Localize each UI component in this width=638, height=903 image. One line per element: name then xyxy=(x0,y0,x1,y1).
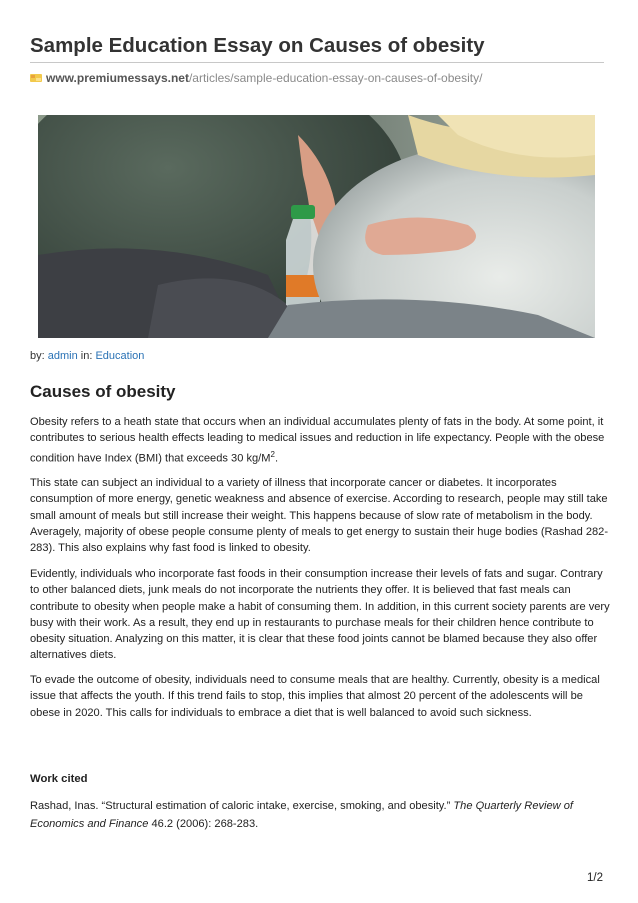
paragraph-2: This state can subject an individual to a variety of illness that incorporate cancer or diabetes. It incorporates consumption of more energy, genetic weakness and absence of exercise. According to research, people may still take small amount of meals but still increase their weight. This happens because of slow rate of metabolism in the body. Averagely, majority of obese people consume plenty of meals to get energy to sustain their huge bodies (Rashad 282-283). This also explains why fast food is linked to obesity. xyxy=(30,477,609,555)
works-cited-heading: Work cited xyxy=(30,773,88,785)
source-url[interactable] xyxy=(30,71,482,85)
paragraph-4: To evade the outcome of obesity, individuals need to consume meals that are healthy. Currently, obesity is a medical issue that affects the youth. If this trend fails to stop, this implies that almost 20 percent of the adolescents will be obese in 2020. This calls for individuals to embrace a diet that is well balanced to avoid such sickness. xyxy=(30,674,600,719)
category-link[interactable]: Education xyxy=(95,350,145,362)
citation-end: 46.2 (2006): 268-283. xyxy=(148,817,259,830)
byline xyxy=(30,350,144,362)
title-divider xyxy=(30,62,604,63)
photo-of-obese-people-icon xyxy=(38,115,595,338)
paragraph-1-end: . xyxy=(274,452,279,465)
by-label: by: xyxy=(30,350,45,362)
url-path[interactable]: /articles/sample-education-essay-on-causes-of-obesity/ xyxy=(188,71,483,85)
paragraph-1-text: Obesity refers to a heath state that occurs when an individual accumulates plenty of fats in the body. At some point, it contributes to serious health effects leading to medical issues and reduction in life expectancy. People with the obese condition have Index (BMI) that exceeds 30 kg/M xyxy=(30,416,605,465)
superscript-2: 2 xyxy=(270,449,275,459)
citation-start: Rashad, Inas. “Structural estimation of caloric intake, exercise, smoking, and obesity.” xyxy=(30,800,454,812)
favicon-icon xyxy=(30,73,43,83)
article-photo xyxy=(38,115,595,338)
journal-title: The Quarterly Review of Economics and Finance xyxy=(30,800,574,830)
url-domain[interactable]: www.premiumessays.net xyxy=(46,71,189,85)
paragraph-3: Evidently, individuals who incorporate fast foods in their consumption increase their levels of fats and sugar. Contrary to other balanced diets, junk meals do not incorporate the nutrients they offer. It is believed that fast meals can contribute to obesity when people make a habit of consuming them. In addition, in this current society parents are very busy with their work. As a result, they end up in restaurants to purchase meals for their children hence contribute to obesity situation. Analyzing on this matter, it is clear that these food joints cannot be blamed because they also offer alternatives diets. xyxy=(30,568,610,662)
citation xyxy=(30,798,610,833)
article-heading: Causes of obesity xyxy=(30,382,176,401)
paragraph-1 xyxy=(30,414,610,467)
page-number: 1/2 xyxy=(587,872,603,884)
author-link[interactable]: admin xyxy=(47,350,78,362)
page-title: Sample Education Essay on Causes of obesity xyxy=(30,34,485,57)
in-label: in: xyxy=(80,350,93,362)
